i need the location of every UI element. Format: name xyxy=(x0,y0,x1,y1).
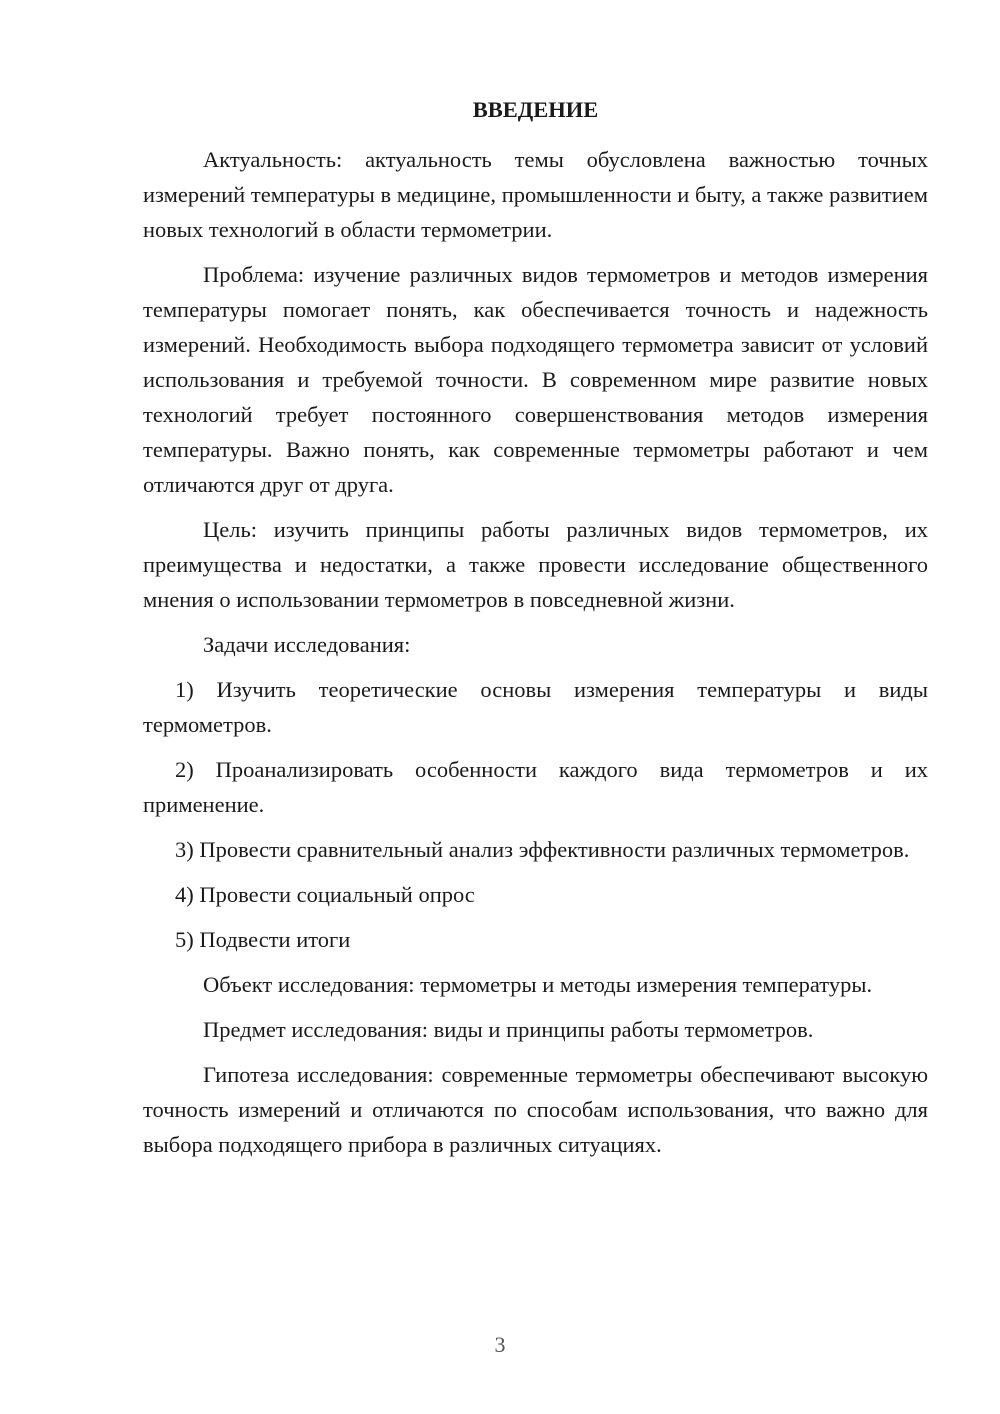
paragraph-object: Объект исследования: термометры и методы измерения температуры. xyxy=(203,972,873,997)
task-item-1: 1) Изучить теоретические основы измерения температуры и виды термометров. xyxy=(143,677,928,737)
page-number: 3 xyxy=(494,1332,506,1357)
paragraph-hypothesis: Гипотеза исследования: современные термометры обеспечивают высокую точность измерений и отличаются по способам использования, что важно для выбора подходящего прибора в различных ситуациях. xyxy=(143,1062,928,1157)
task-item-3: 3) Провести сравнительный анализ эффективности различных термометров. xyxy=(175,837,910,862)
paragraph-problem: Проблема: изучение различных видов термометров и методов измерения температуры помогает понять, как обеспечивается точность и надежность измерений. Необходимость выбора подходящего термометра зависит от условий использования и требуемой точности. В современном мире развитие новых технологий требует постоянного совершенствования методов измерения температуры. Важно понять, как современные термометры работают и чем отличаются друг от друга. xyxy=(143,262,928,497)
task-item-2: 2) Проанализировать особенности каждого вида термометров и их применение. xyxy=(143,757,928,817)
paragraph-goal: Цель: изучить принципы работы различных видов термометров, их преимущества и недостатки, а также провести исследование общественного мнения о использовании термометров в повседневной жизни. xyxy=(143,517,928,612)
task-item-4: 4) Провести социальный опрос xyxy=(175,882,475,907)
document-page xyxy=(143,92,928,1172)
paragraph-relevance: Актуальность: актуальность темы обусловлена важностью точных измерений температуры в медицине, промышленности и быту, а также развитием новых технологий в области термометрии. xyxy=(143,147,928,242)
task-item-5: 5) Подвести итоги xyxy=(175,927,351,952)
paragraph-tasks-heading: Задачи исследования: xyxy=(203,632,411,657)
paragraph-subject: Предмет исследования: виды и принципы работы термометров. xyxy=(203,1017,814,1042)
section-title: ВВЕДЕНИЕ xyxy=(472,97,599,122)
